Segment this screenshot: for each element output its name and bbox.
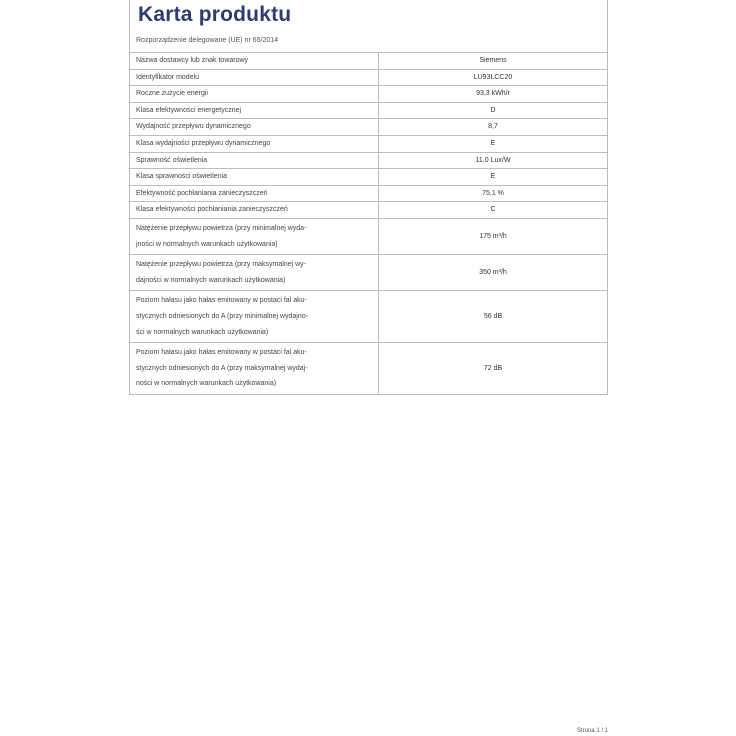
row-label-line: Roczne zużycie energii (136, 90, 208, 98)
row-value: 175 m³/h (379, 218, 608, 254)
row-value: 93,3 kWh/r (379, 86, 608, 103)
page-number: Strona 1 / 1 (576, 728, 608, 734)
page-title: Karta produktu (138, 3, 292, 26)
row-label-line: Sprawność oświetlenia (136, 156, 208, 164)
table-row (130, 255, 607, 291)
row-value: D (379, 102, 608, 119)
row-value: Siemens (379, 53, 608, 70)
row-label (130, 185, 379, 202)
row-label (130, 202, 379, 219)
row-value: 75,1 % (379, 185, 608, 202)
row-value: E (379, 169, 608, 186)
spec-table (130, 52, 607, 395)
table-row (130, 86, 607, 103)
table-row (130, 218, 607, 254)
row-label-line: Nazwa dostawcy lub znak towarowy (136, 57, 249, 64)
table-row (130, 119, 607, 136)
row-label-line: Klasa sprawności oświetlenia (136, 173, 228, 181)
row-label (130, 102, 379, 119)
row-label (130, 291, 379, 343)
row-label-line: Natężenie przepływu powietrza (przy maksymalnej wy- (136, 261, 307, 269)
row-label-line: Poziom hałasu jako hałas emitowany w postaci fal aku- (136, 297, 307, 305)
table-row (130, 343, 607, 395)
row-value: C (379, 202, 608, 219)
table-row (130, 53, 607, 70)
row-label-line: Identyfikator modelu (136, 73, 200, 81)
regulation-reference: Rozporządzenie delegowane (UE) nr 65/2014 (136, 37, 279, 44)
product-sheet (129, 0, 608, 395)
row-value: 350 m³/h (379, 255, 608, 291)
row-label (130, 86, 379, 103)
table-row (130, 102, 607, 119)
row-label (130, 152, 379, 169)
row-label-line: Klasa efektywności energetycznej (136, 106, 242, 114)
table-row (130, 185, 607, 202)
row-value: 8,7 (379, 119, 608, 136)
row-label-line: jności w normalnych warunkach użytkowania) (136, 240, 278, 248)
row-label (130, 135, 379, 152)
row-label-line: Klasa wydajności przepływu dynamicznego (136, 139, 271, 147)
row-label (130, 53, 379, 70)
row-label-line: Wydajność przepływu dynamicznego (136, 123, 251, 131)
row-label-line: stycznych odniesionych do A (przy minimalnej wydajno- (136, 312, 308, 320)
table-row (130, 69, 607, 86)
table-row (130, 152, 607, 169)
row-label-line: dajności w normalnych warunkach użytkowania) (136, 276, 286, 284)
row-value: LU93LCC20 (379, 69, 608, 86)
row-label-line: ści w normalnych warunkach użytkowania) (136, 328, 269, 336)
table-row (130, 135, 607, 152)
row-value: 11,0 Lux/W (379, 152, 608, 169)
row-label-line: Natężenie przepływu powietrza (przy minimalnej wyda- (136, 224, 307, 232)
row-label (130, 218, 379, 254)
table-row (130, 291, 607, 343)
row-value: 72 dB (379, 343, 608, 395)
row-label (130, 69, 379, 86)
table-row (130, 169, 607, 186)
row-value: 56 dB (379, 291, 608, 343)
row-label (130, 119, 379, 136)
row-label-line: ności w normalnych warunkach użytkowania) (136, 380, 277, 388)
row-label-line: Efektywność pochłaniania zanieczyszczeń (136, 189, 268, 197)
row-label-line: Poziom hałasu jako hałas emitowany w postaci fal aku- (136, 349, 307, 357)
row-label-line: stycznych odniesionych do A (przy maksymalnej wydaj- (136, 364, 308, 372)
row-label (130, 255, 379, 291)
table-row (130, 202, 607, 219)
row-label (130, 169, 379, 186)
row-value: E (379, 135, 608, 152)
row-label (130, 343, 379, 395)
row-label-line: Klasa efektywności pochłaniania zanieczyszczeń (136, 206, 288, 214)
